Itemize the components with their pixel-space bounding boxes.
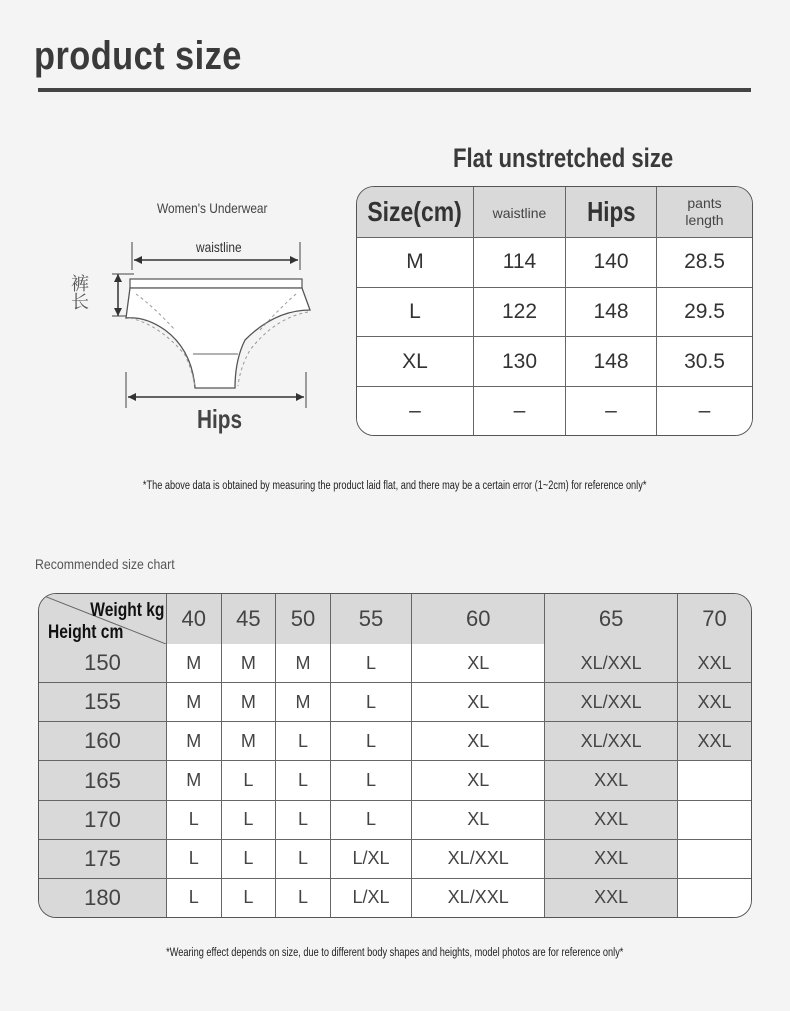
size-cell: L xyxy=(222,761,277,800)
size-cell xyxy=(678,801,751,840)
cell: L xyxy=(357,288,474,338)
size-cell: XL/XXL xyxy=(412,879,545,917)
cell: 148 xyxy=(566,337,657,387)
page-title: product size xyxy=(34,34,242,78)
size-cell: L xyxy=(331,801,412,840)
cell: – xyxy=(474,387,566,435)
cell: 114 xyxy=(474,238,566,288)
weight-header: 50 xyxy=(276,594,331,644)
height-header: 175 xyxy=(39,840,167,879)
cell: 148 xyxy=(566,288,657,338)
size-cell: L xyxy=(331,683,412,722)
height-header: 150 xyxy=(39,644,167,683)
cell: XL xyxy=(357,337,474,387)
corner-header xyxy=(39,594,167,644)
underwear-diagram xyxy=(60,190,340,450)
weight-header: 65 xyxy=(545,594,678,644)
header-waistline: waistline xyxy=(474,187,566,238)
cell: 140 xyxy=(566,238,657,288)
height-header: 160 xyxy=(39,722,167,761)
size-cell: XL/XXL xyxy=(412,840,545,879)
waistline-label: waistline xyxy=(196,239,242,255)
size-row xyxy=(39,879,751,917)
recommended-chart-title: Recommended size chart xyxy=(35,556,175,572)
size-row xyxy=(39,840,751,879)
header-pants-length: pants length xyxy=(657,187,752,238)
size-cell: XXL xyxy=(678,644,751,683)
size-cell: L xyxy=(167,840,222,879)
size-cell: L xyxy=(222,840,277,879)
size-cell: XXL xyxy=(545,761,678,800)
size-cell: M xyxy=(222,683,277,722)
size-cell: L xyxy=(167,879,222,917)
flat-table-row xyxy=(357,288,752,338)
size-cell: L xyxy=(331,761,412,800)
size-cell: XXL xyxy=(545,801,678,840)
pants-length-label: 裤长 xyxy=(71,274,89,313)
size-cell: L xyxy=(276,840,331,879)
size-cell: M xyxy=(276,644,331,683)
weight-header-row xyxy=(39,594,751,644)
flat-table-row xyxy=(357,387,752,435)
cell: 130 xyxy=(474,337,566,387)
size-row xyxy=(39,722,751,761)
flat-size-title: Flat unstretched size xyxy=(453,143,674,173)
cell: – xyxy=(566,387,657,435)
weight-axis-label: Weight kg xyxy=(89,600,164,621)
size-row xyxy=(39,644,751,683)
size-cell: L xyxy=(222,879,277,917)
size-cell: M xyxy=(276,683,331,722)
weight-header: 55 xyxy=(331,594,412,644)
flat-table-row xyxy=(357,238,752,288)
size-cell: XL xyxy=(412,722,545,761)
size-cell: M xyxy=(167,722,222,761)
height-header: 165 xyxy=(39,761,167,800)
weight-header: 40 xyxy=(167,594,222,644)
cell: 122 xyxy=(474,288,566,338)
size-cell: XL/XXL xyxy=(545,722,678,761)
size-cell: XL xyxy=(412,761,545,800)
size-cell: M xyxy=(222,722,277,761)
size-cell xyxy=(678,840,751,879)
size-cell: L/XL xyxy=(331,840,412,879)
size-cell: XL/XXL xyxy=(545,683,678,722)
size-cell: L xyxy=(331,644,412,683)
size-cell: M xyxy=(167,761,222,800)
size-cell xyxy=(678,761,751,800)
height-header: 155 xyxy=(39,683,167,722)
flat-table-header xyxy=(357,187,752,238)
title-divider xyxy=(38,88,751,92)
height-header: 180 xyxy=(39,879,167,917)
size-cell: XXL xyxy=(545,840,678,879)
cell: 28.5 xyxy=(657,238,752,288)
weight-header: 70 xyxy=(678,594,751,644)
size-cell: M xyxy=(167,644,222,683)
hips-label: Hips xyxy=(197,404,243,434)
weight-header: 60 xyxy=(412,594,545,644)
size-row xyxy=(39,683,751,722)
size-cell: XL xyxy=(412,644,545,683)
diagram-caption: Women's Underwear xyxy=(157,200,268,216)
cell: – xyxy=(657,387,752,435)
size-cell: L/XL xyxy=(331,879,412,917)
cell: 30.5 xyxy=(657,337,752,387)
size-cell: L xyxy=(167,801,222,840)
size-cell: XL/XXL xyxy=(545,644,678,683)
cell: – xyxy=(357,387,474,435)
size-cell: XXL xyxy=(678,722,751,761)
size-cell: XL xyxy=(412,683,545,722)
size-cell: M xyxy=(222,644,277,683)
size-row xyxy=(39,761,751,800)
measurement-note: *The above data is obtained by measuring the product laid flat, and there may be a certain error (1~2cm) for reference only* xyxy=(143,480,647,492)
height-header: 170 xyxy=(39,801,167,840)
size-cell: XXL xyxy=(545,879,678,917)
height-axis-label: Height cm xyxy=(48,622,124,643)
size-cell: L xyxy=(276,801,331,840)
size-cell: L xyxy=(276,722,331,761)
weight-header: 45 xyxy=(222,594,277,644)
size-row xyxy=(39,801,751,840)
wearing-note: *Wearing effect depends on size, due to different body shapes and heights, model photos are for reference only* xyxy=(166,947,624,959)
size-cell: L xyxy=(222,801,277,840)
flat-size-table xyxy=(356,186,753,436)
header-size: Size(cm) xyxy=(357,187,474,238)
size-cell: L xyxy=(276,761,331,800)
header-hips: Hips xyxy=(566,187,657,238)
cell: M xyxy=(357,238,474,288)
cell: 29.5 xyxy=(657,288,752,338)
size-cell: XL xyxy=(412,801,545,840)
flat-table-row xyxy=(357,337,752,387)
recommended-size-table xyxy=(38,593,752,918)
size-cell: L xyxy=(276,879,331,917)
size-cell xyxy=(678,879,751,917)
size-cell: M xyxy=(167,683,222,722)
size-cell: XXL xyxy=(678,683,751,722)
size-cell: L xyxy=(331,722,412,761)
